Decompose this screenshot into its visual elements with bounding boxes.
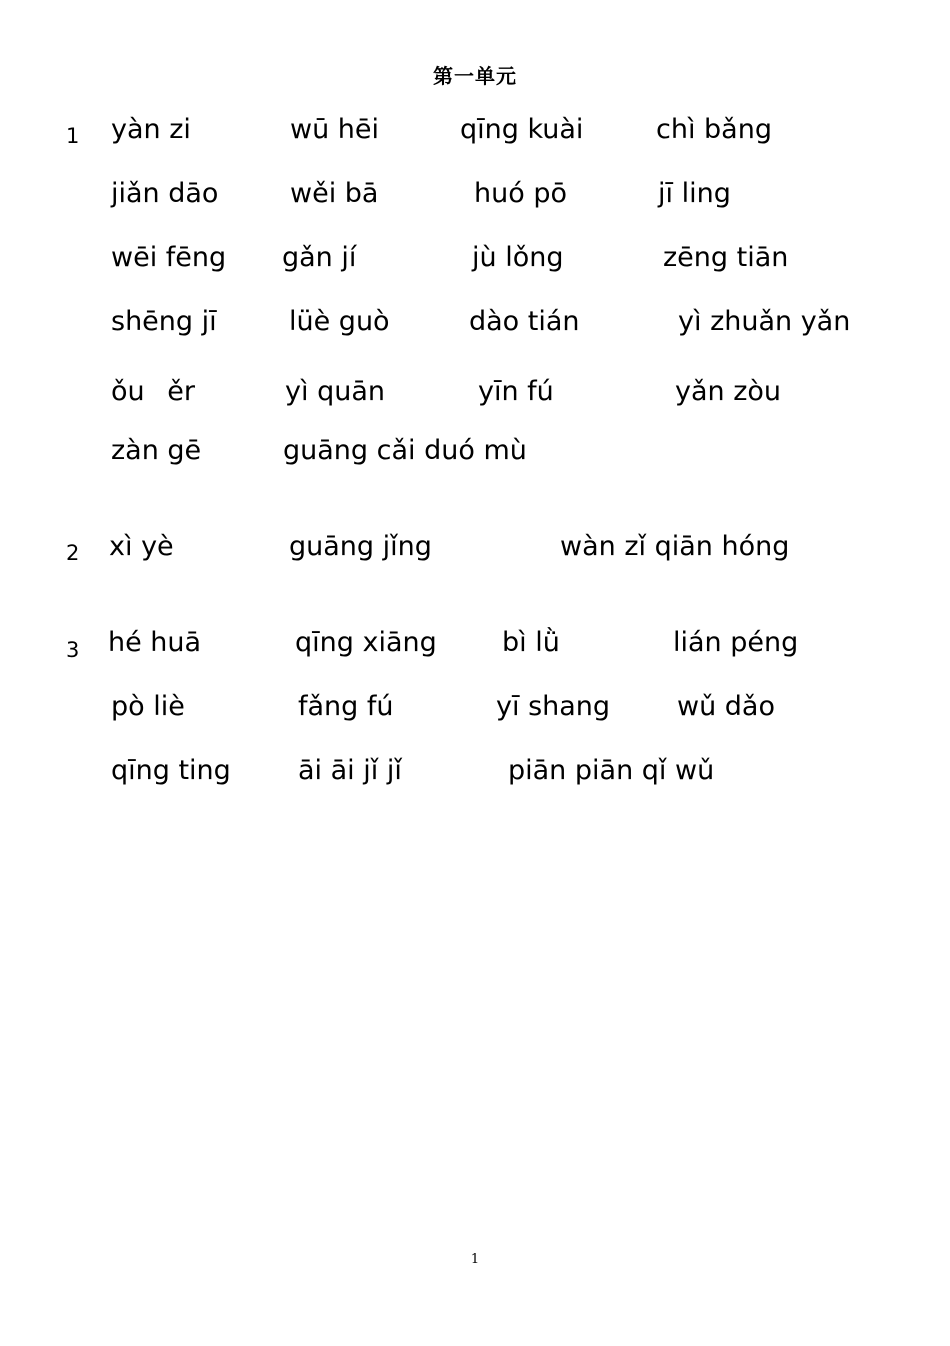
pinyin-word: yī shang [496,691,611,722]
section-number: 1 [66,124,80,148]
pinyin-word: shēng jī [111,306,217,337]
pinyin-word: jiǎn dāo [111,178,219,209]
pinyin-word: yì quān [285,376,385,407]
pinyin-word: fǎng fú [298,691,394,722]
pinyin-word: piān piān qǐ wǔ [508,755,715,786]
pinyin-word: wū hēi [290,114,380,145]
pinyin-word: āi āi jǐ jǐ [298,755,402,786]
page-title: 第一单元 [433,64,517,88]
pinyin-word: wǔ dǎo [677,691,775,722]
pinyin-word: jī ling [658,178,731,209]
pinyin-word: lüè guò [289,306,390,337]
pinyin-word: bì lǜ [502,627,560,658]
pinyin-word: wēi fēng [111,242,227,273]
pinyin-word: pò liè [111,691,185,722]
pinyin-word: hé huā [108,627,202,658]
pinyin-word: chì bǎng [656,114,772,145]
section-number: 2 [66,541,80,565]
pinyin-word: yì zhuǎn yǎn [678,306,851,337]
pinyin-word: guāng cǎi duó mù [283,435,527,466]
pinyin-word: xì yè [109,531,174,562]
pinyin-word: zēng tiān [663,242,789,273]
pinyin-word: qīng ting [111,755,231,786]
pinyin-word: guāng jǐng [289,531,432,562]
pinyin-word: zàn gē [111,435,202,466]
pinyin-word: ǒu ěr [111,376,195,407]
pinyin-word: lián péng [673,627,799,658]
pinyin-word: gǎn jí [282,242,357,273]
pinyin-word: wàn zǐ qiān hóng [560,531,790,562]
pinyin-word: qīng xiāng [295,627,437,658]
page-number: 1 [470,1252,480,1267]
pinyin-word: yǎn zòu [675,376,782,407]
pinyin-word: jù lǒng [472,242,564,273]
pinyin-word: yàn zi [111,114,191,145]
pinyin-word: wěi bā [290,178,379,209]
pinyin-word: qīng kuài [460,114,584,145]
section-number: 3 [66,638,80,662]
pinyin-word: huó pō [474,178,567,209]
pinyin-word: dào tián [469,306,580,337]
pinyin-word: yīn fú [478,376,554,407]
